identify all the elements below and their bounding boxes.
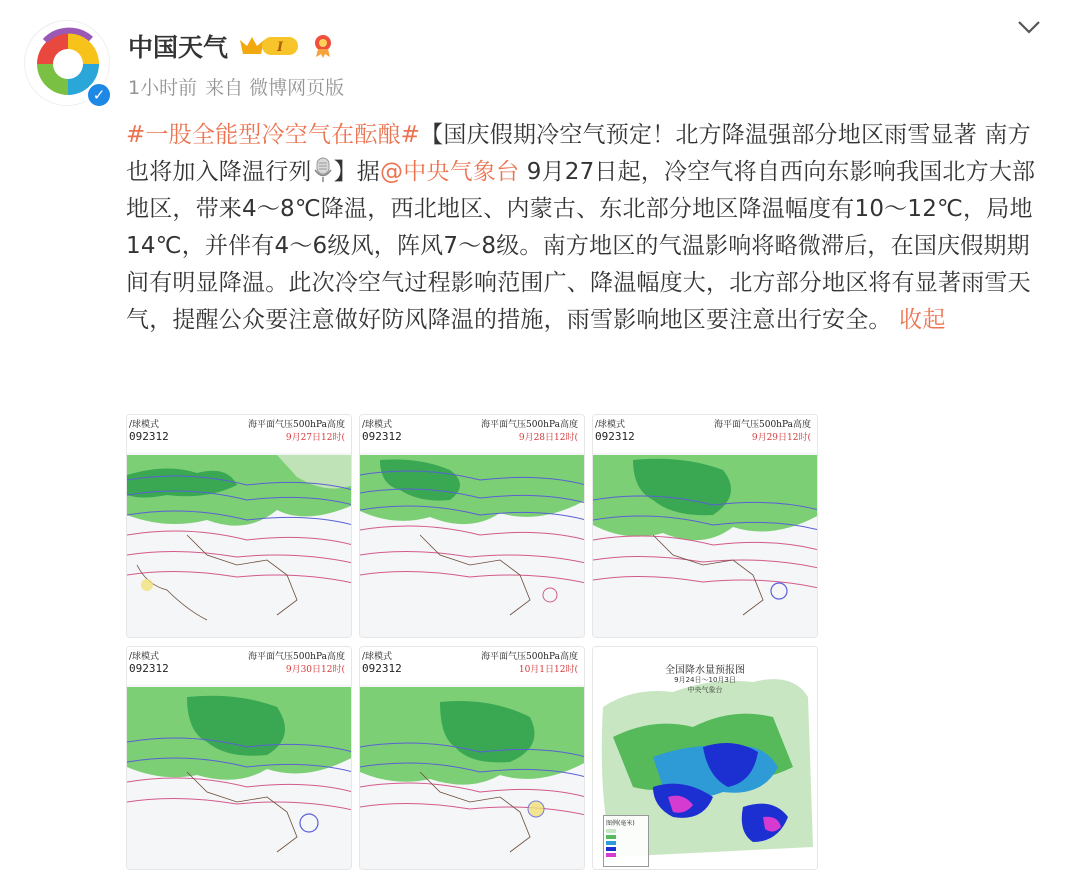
map-label-right-2: 9月29日12时( [751, 433, 811, 443]
map-label-right-1: 海平面气压500hPa高度 [248, 420, 345, 430]
map-label-left-2: 092312 [129, 662, 169, 675]
post-text-part-3: 9月27日起，冷空气将自西向东影响我国北方大部地区，带来4～8℃降温，西北地区、内蒙古、东北部分地区降温幅度有10～12℃，局地14℃，并伴有4～6级风，阵风7～8级。南方地区的气温影响将略微滞后，在国庆假期期间有明显降温。此次冷空气过程影响范围广、降温幅度大，北方部分地区将有显著雨雪天气，提醒公众要注意做好防风降温的措施，雨雪影响地区要注意出行安全。 [126, 159, 1036, 333]
level-badge[interactable] [238, 34, 300, 58]
map-label-right-1: 海平面气压500hPa高度 [481, 652, 578, 662]
map-label-left-2: 092312 [362, 430, 402, 443]
map-label-right-1: 海平面气压500hPa高度 [248, 652, 345, 662]
map-label-right-1: 海平面气压500hPa高度 [714, 420, 811, 430]
precip-map-title: 全国降水量预报图 [665, 665, 745, 676]
verified-icon: ✓ [86, 82, 112, 108]
map-label-left-1: /球模式 [595, 420, 626, 430]
topic-link[interactable]: #一股全能型冷空气在酝酿# [126, 122, 421, 148]
user-name[interactable]: 中国天气 [128, 33, 229, 62]
map-label-left-2: 092312 [595, 430, 635, 443]
post-text-part-2: 】据 [333, 159, 381, 185]
map-label-right-1: 海平面气压500hPa高度 [481, 420, 578, 430]
weather-map-5[interactable] [359, 646, 585, 870]
collapse-link[interactable]: 收起 [899, 307, 946, 333]
map-label-right-2: 9月30日12时( [285, 665, 345, 675]
microphone-icon [312, 157, 334, 183]
weather-map-1[interactable] [126, 414, 352, 638]
map-label-left-2: 092312 [362, 662, 402, 675]
weather-map-4[interactable] [126, 646, 352, 870]
precip-map-subtitle-1: 9月24日～10月3日 [674, 676, 736, 684]
precip-legend [603, 815, 649, 867]
post-meta [128, 73, 344, 100]
avatar[interactable] [24, 20, 114, 110]
precipitation-map[interactable] [592, 646, 818, 870]
map-label-right-2: 10月1日12时( [518, 665, 578, 675]
chevron-down-icon[interactable] [1014, 16, 1044, 38]
post-source: 来自 微博网页版 [205, 77, 345, 99]
post-text [126, 117, 1050, 339]
legend-title: 图例(毫米) [606, 820, 635, 827]
map-label-left-1: /球模式 [129, 652, 160, 662]
medal-icon[interactable] [310, 34, 336, 58]
image-grid [126, 414, 818, 870]
post-text-part-1: 【国庆假期冷空气预定！北方降温强部分地区雨雪显著 南方也将加入降温行列 [126, 122, 1031, 185]
weather-map-2[interactable] [359, 414, 585, 638]
map-label-left-2: 092312 [129, 430, 169, 443]
legend-row [604, 852, 648, 858]
map-label-right-2: 9月28日12时( [518, 433, 578, 443]
level-badge-text: I [276, 40, 284, 55]
map-label-right-2: 9月27日12时( [285, 433, 345, 443]
map-label-left-1: /球模式 [129, 420, 160, 430]
mention-link[interactable]: @中央气象台 [380, 159, 520, 185]
post-time[interactable]: 1小时前 [128, 77, 198, 99]
weather-map-3[interactable] [592, 414, 818, 638]
map-label-left-1: /球模式 [362, 420, 393, 430]
map-label-left-1: /球模式 [362, 652, 393, 662]
precip-map-subtitle-2: 中央气象台 [687, 686, 723, 694]
